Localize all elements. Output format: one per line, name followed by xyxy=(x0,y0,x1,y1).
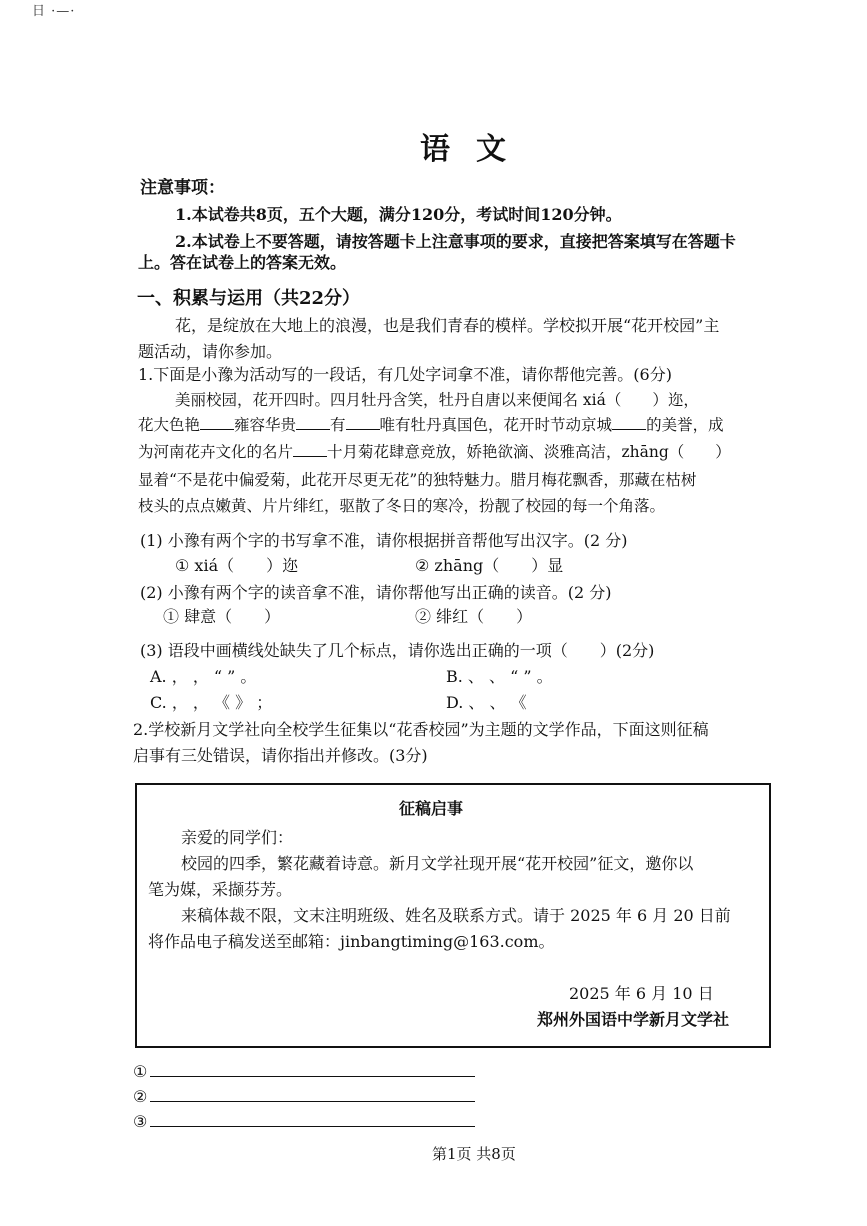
section-1-intro-b: 题活动，请你参加。 xyxy=(138,342,283,361)
subquestion-1-a: ① xiá（ ）迩 xyxy=(175,556,299,575)
notice-item-2b: 上。答在试卷上的答案无效。 xyxy=(138,253,347,272)
box-title: 征稿启事 xyxy=(399,799,464,818)
section-1-intro-a: 花，是绽放在大地上的浪漫，也是我们青春的模样。学校拟开展“花开校园”主 xyxy=(175,316,720,335)
answer-line-1 xyxy=(150,1076,475,1077)
passage-line-5: 枝头的点点嫩黄、片片绯红，驱散了冬日的寒冷，扮靓了校园的每一个角落。 xyxy=(138,497,666,515)
option-c: C. ， ， 《 》 ； xyxy=(150,693,273,712)
answer-line-3 xyxy=(150,1126,475,1127)
subquestion-1-stem: (1) 小豫有两个字的书写拿不准，请你根据拼音帮他写出汉字。(2 分) xyxy=(140,531,628,550)
blank-line xyxy=(296,414,330,430)
notice-heading: 注意事项： xyxy=(140,178,225,198)
passage-text: 的美誉，成 xyxy=(646,416,724,434)
option-d: D. 、 、 《 xyxy=(446,693,527,712)
answer-line-2 xyxy=(150,1101,475,1102)
subquestion-2-b: ② 绯红（ ） xyxy=(415,607,533,626)
answer-mark-3: ③ xyxy=(133,1112,148,1131)
passage-line-1: 美丽校园，花开四时。四月牡丹含笑，牡丹自唐以来便闻名 xiá（ ）迩， xyxy=(175,391,699,409)
option-a: A. ， ， “ ” 。 xyxy=(150,667,257,686)
box-paragraph-2b: 将作品电子稿发送至邮箱：jinbangtiming@163.com。 xyxy=(148,932,555,951)
passage-text: 有 xyxy=(330,416,346,434)
blank-line xyxy=(293,441,327,457)
box-paragraph-2a: 来稿体裁不限，文末注明班级、姓名及联系方式。请于 2025 年 6 月 20 日前 xyxy=(181,906,731,925)
top-scan-mark: 日 ·—· xyxy=(32,4,76,19)
passage-text: 花大色艳 xyxy=(138,416,201,434)
box-signature: 郑州外国语中学新月文学社 xyxy=(537,1010,730,1029)
blank-line xyxy=(346,414,380,430)
passage-line-4: 显着“不是花中偏爱菊，此花开尽更无花”的独特魅力。腊月梅花飘香，那藏在枯树 xyxy=(138,471,697,489)
question-2-stem-b: 启事有三处错误，请你指出并修改。(3分) xyxy=(133,746,428,765)
box-paragraph-1a: 校园的四季，繁花藏着诗意。新月文学社现开展“花开校园”征文，邀你以 xyxy=(181,854,694,873)
subquestion-3-stem: (3) 语段中画横线处缺失了几个标点，请你选出正确的一项（ ）(2分) xyxy=(140,641,655,660)
page-footer: 第1页 共8页 xyxy=(432,1145,516,1163)
passage-text: 十月菊花肆意竞放，娇艳欲滴、淡雅高洁，zhāng（ ） xyxy=(327,443,731,461)
subquestion-1-b: ② zhāng（ ）显 xyxy=(415,556,564,575)
box-date: 2025 年 6 月 10 日 xyxy=(569,984,714,1003)
subquestion-2-stem: (2) 小豫有两个字的读音拿不准，请你帮他写出正确的读音。(2 分) xyxy=(140,583,612,602)
passage-text: 为河南花卉文化的名片 xyxy=(138,443,294,461)
blank-line xyxy=(200,414,234,430)
notice-item-1: 1.本试卷共8页，五个大题，满分120分，考试时间120分钟。 xyxy=(175,205,622,224)
passage-line-3 xyxy=(138,440,731,462)
blank-line xyxy=(612,414,646,430)
call-for-submissions-box xyxy=(135,783,771,1048)
notice-item-2a: 2.本试卷上不要答题，请按答题卡上注意事项的要求，直接把答案填写在答题卡 xyxy=(175,232,736,251)
answer-mark-2: ② xyxy=(133,1087,148,1106)
passage-text: 雍容华贵 xyxy=(234,416,297,434)
question-1-stem: 1.下面是小豫为活动写的一段话，有几处字词拿不准，请你帮他完善。(6分) xyxy=(138,365,672,384)
passage-line-2 xyxy=(138,413,724,435)
page-title: 语文 xyxy=(420,132,532,167)
section-1-heading: 一、积累与运用（共22分） xyxy=(137,288,361,309)
box-greeting: 亲爱的同学们： xyxy=(181,828,294,847)
passage-text: 唯有牡丹真国色，花开时节动京城 xyxy=(379,416,613,434)
box-paragraph-1b: 笔为媒，采撷芬芳。 xyxy=(148,880,293,899)
question-2-stem-a: 2.学校新月文学社向全校学生征集以“花香校园”为主题的文学作品，下面这则征稿 xyxy=(133,720,709,739)
option-b: B. 、 、 “ ” 。 xyxy=(446,667,553,686)
subquestion-2-a: ① 肆意（ ） xyxy=(163,607,281,626)
answer-mark-1: ① xyxy=(133,1062,148,1081)
